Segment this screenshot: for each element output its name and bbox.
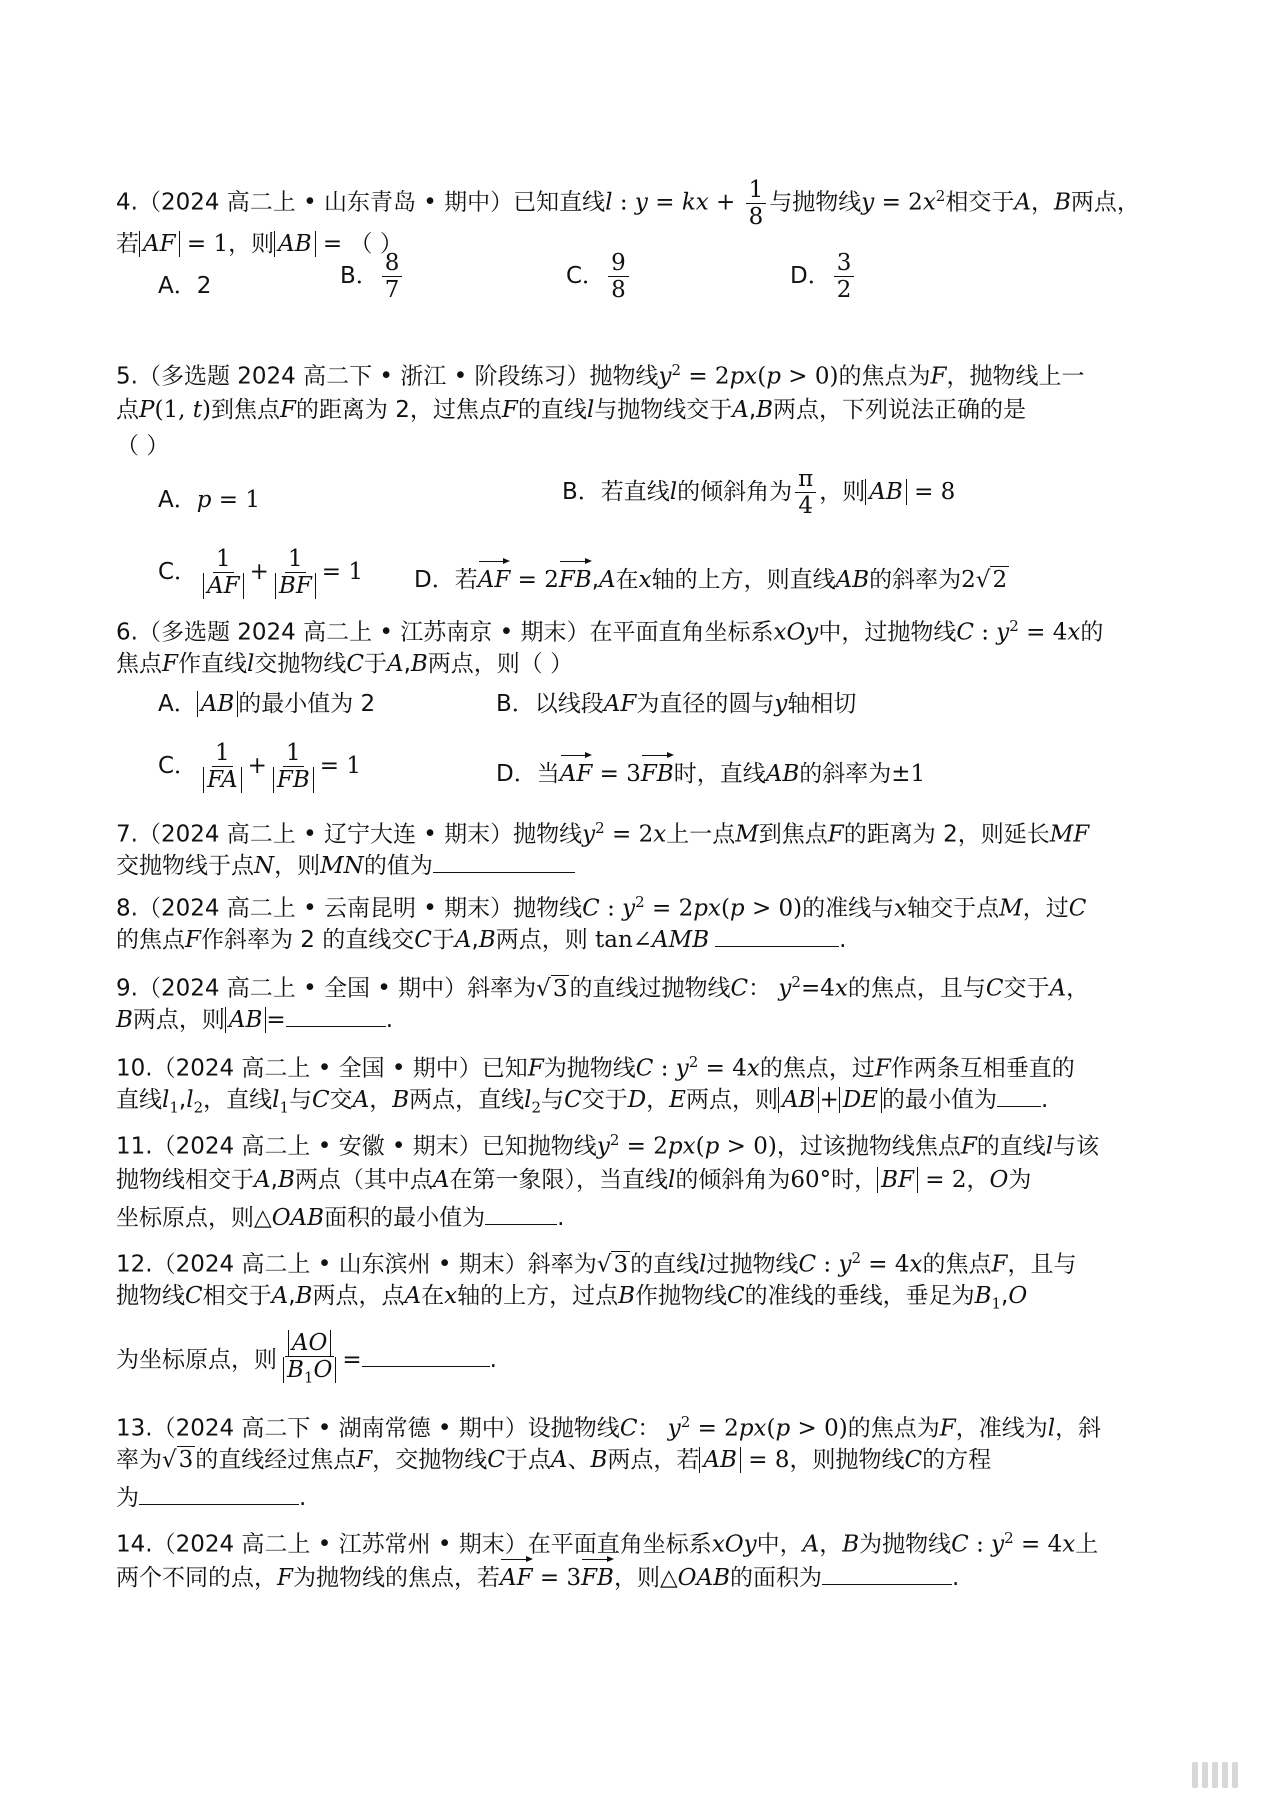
problem-13-line-3: 为 . (116, 1476, 1170, 1520)
problem-4-line-1: 4.（2024 高二上 • 山东青岛 • 期中）已知直线l : y = kx + $\frac{1}{8}$ 与抛物线$y = 2x^2$相交于A，B两点， (116, 176, 1140, 230)
problem-5-option-d: D．若AF = 2FB,A在x轴的上方，则直线AB的斜率为2√2 (414, 558, 1009, 602)
problem-10-line-1: 10.（2024 高二上 • 全国 • 期中）已知F为抛物线C : $y^2 = 4x$的焦点，过F作两条互相垂直的 (116, 1053, 1075, 1082)
problem-12-line-3: 为坐标原点，则 $\frac{AO}{B_1O}$ = . (116, 1330, 497, 1387)
problem-6-line-1: 6.（多选题 2024 高二上 • 江苏南京 • 期末）在平面直角坐标系xOy中，过抛物线C : $y^2 = 4x$的 (116, 617, 1104, 646)
problem-5-line-3: （ ） (116, 433, 170, 459)
answer-blank-8[interactable] (715, 918, 839, 947)
answer-blank-13[interactable] (139, 1476, 299, 1505)
answer-blank-12[interactable] (362, 1338, 490, 1367)
problem-6-option-c: C． $\frac{1}{FA}$ + $\frac{1}{FB}$ = 1 (158, 740, 362, 793)
problem-4-option-d: D． $\frac{3}{2}$ (790, 250, 857, 303)
problem-14-line-1: 14.（2024 高二上 • 江苏常州 • 期末）在平面直角坐标系xOy中，A，B为抛物线C : $y^2 = 4x$上 (116, 1529, 1099, 1558)
problem-9-line-2: B两点，则 AB = . (116, 998, 1170, 1042)
problem-8-line-1: 8.（2024 高二上 • 云南昆明 • 期末）抛物线C : $y^2 = 2px(p > 0)$的准线与x轴交于点M，过C (116, 893, 1087, 922)
problem-11-line-3: 坐标原点，则△OAB面积的最小值为 . (116, 1196, 1170, 1240)
problem-5-option-b: B．若直线l的倾斜角为 $\frac{\pi}{4}$ ，则 AB = 8 (562, 466, 956, 519)
problem-5-option-c: C． $\frac{1}{AF}$ + $\frac{1}{BF}$ = 1 (158, 546, 364, 599)
problem-7-line-1: 7.（2024 高二上 • 辽宁大连 • 期末）抛物线$y^2 = 2x$上一点M到焦点F的距离为 2，则延长MF (116, 819, 1090, 848)
problem-4-option-b: B． $\frac{8}{7}$ (340, 250, 405, 303)
problem-4-option-a: A．2 (158, 273, 212, 299)
problem-5-line-1: 5.（多选题 2024 高二下 • 浙江 • 阶段练习）抛物线$y^2 = 2px(p > 0)$的焦点为F，抛物线上一 (116, 361, 1085, 390)
problem-10-line-2: 直线$l_1,l_2$，直线$l_1$与C交A，B两点，直线$l_2$与C交于D，E两点，则 AB + DE 的最小值为 . (116, 1078, 1170, 1130)
problem-11-line-2: 抛物线相交于A,B两点（其中点A在第一象限），当直线l的倾斜角为60°时， BF = 2，O为 (116, 1167, 1032, 1193)
problem-13-line-1: 13.（2024 高二下 • 湖南常德 • 期中）设抛物线C： $y^2 = 2px(p > 0)$的焦点为F，准线为l，斜 (116, 1413, 1102, 1442)
problem-4-option-c: C． $\frac{9}{8}$ (566, 250, 632, 303)
problem-4-line-2: 若 AF = 1，则 AB = （ ） (116, 231, 403, 257)
problem-11-line-1: 11.（2024 高二上 • 安徽 • 期末）已知抛物线$y^2 = 2px(p > 0)$，过该抛物线焦点F的直线l与该 (116, 1131, 1100, 1160)
problem-13-line-2: 率为√3的直线经过焦点F，交抛物线C于点A、B两点，若 AB = 8，则抛物线C的方程 (116, 1447, 992, 1473)
problem-6-option-d: D．当AF = 3FB时，直线AB的斜率为±1 (496, 752, 925, 796)
answer-blank-10[interactable] (997, 1078, 1041, 1107)
problem-6-line-2: 焦点F作直线l交抛物线C于A,B两点，则（ ） (116, 651, 574, 677)
problem-5-line-2: 点P(1, t)到焦点F的距离为 2，过焦点F的直线l与抛物线交于A,B两点，下列说法正确的是 (116, 397, 1027, 423)
problem-12-line-1: 12.（2024 高二上 • 山东滨州 • 期末）斜率为√3的直线l过抛物线C : $y^2 = 4x$的焦点F，且与 (116, 1249, 1077, 1278)
problem-6-option-b: B．以线段AF为直径的圆与y轴相切 (496, 691, 857, 717)
problem-8-line-2: 的焦点F作斜率为 2 的直线交C于A,B两点，则 tan∠AMB . (116, 918, 1170, 962)
answer-blank-9[interactable] (286, 998, 386, 1027)
answer-blank-14[interactable] (822, 1556, 952, 1585)
problem-9-line-1: 9.（2024 高二上 • 全国 • 期中）斜率为√3的直线过抛物线C： $y^2=4x$的焦点，且与C交于A， (116, 973, 1090, 1002)
problem-6-option-a: A． AB 的最小值为 2 (158, 691, 376, 717)
problem-12-line-2: 抛物线C相交于A,B两点，点A在x轴的上方，过点B作抛物线C的准线的垂线，垂足为$B_1,O$ (116, 1283, 1028, 1313)
problem-14-line-2: 两个不同的点，F为抛物线的焦点，若AF = 3FB，则△OAB的面积为 . (116, 1556, 1170, 1600)
problem-7-line-2: 交抛物线于点N，则MN的值为 (116, 844, 1170, 888)
problem-5-option-a: A．p = 1 (158, 487, 260, 513)
corner-watermark-icon (1192, 1762, 1262, 1796)
answer-blank-11[interactable] (485, 1196, 557, 1225)
answer-blank-7[interactable] (433, 844, 575, 873)
